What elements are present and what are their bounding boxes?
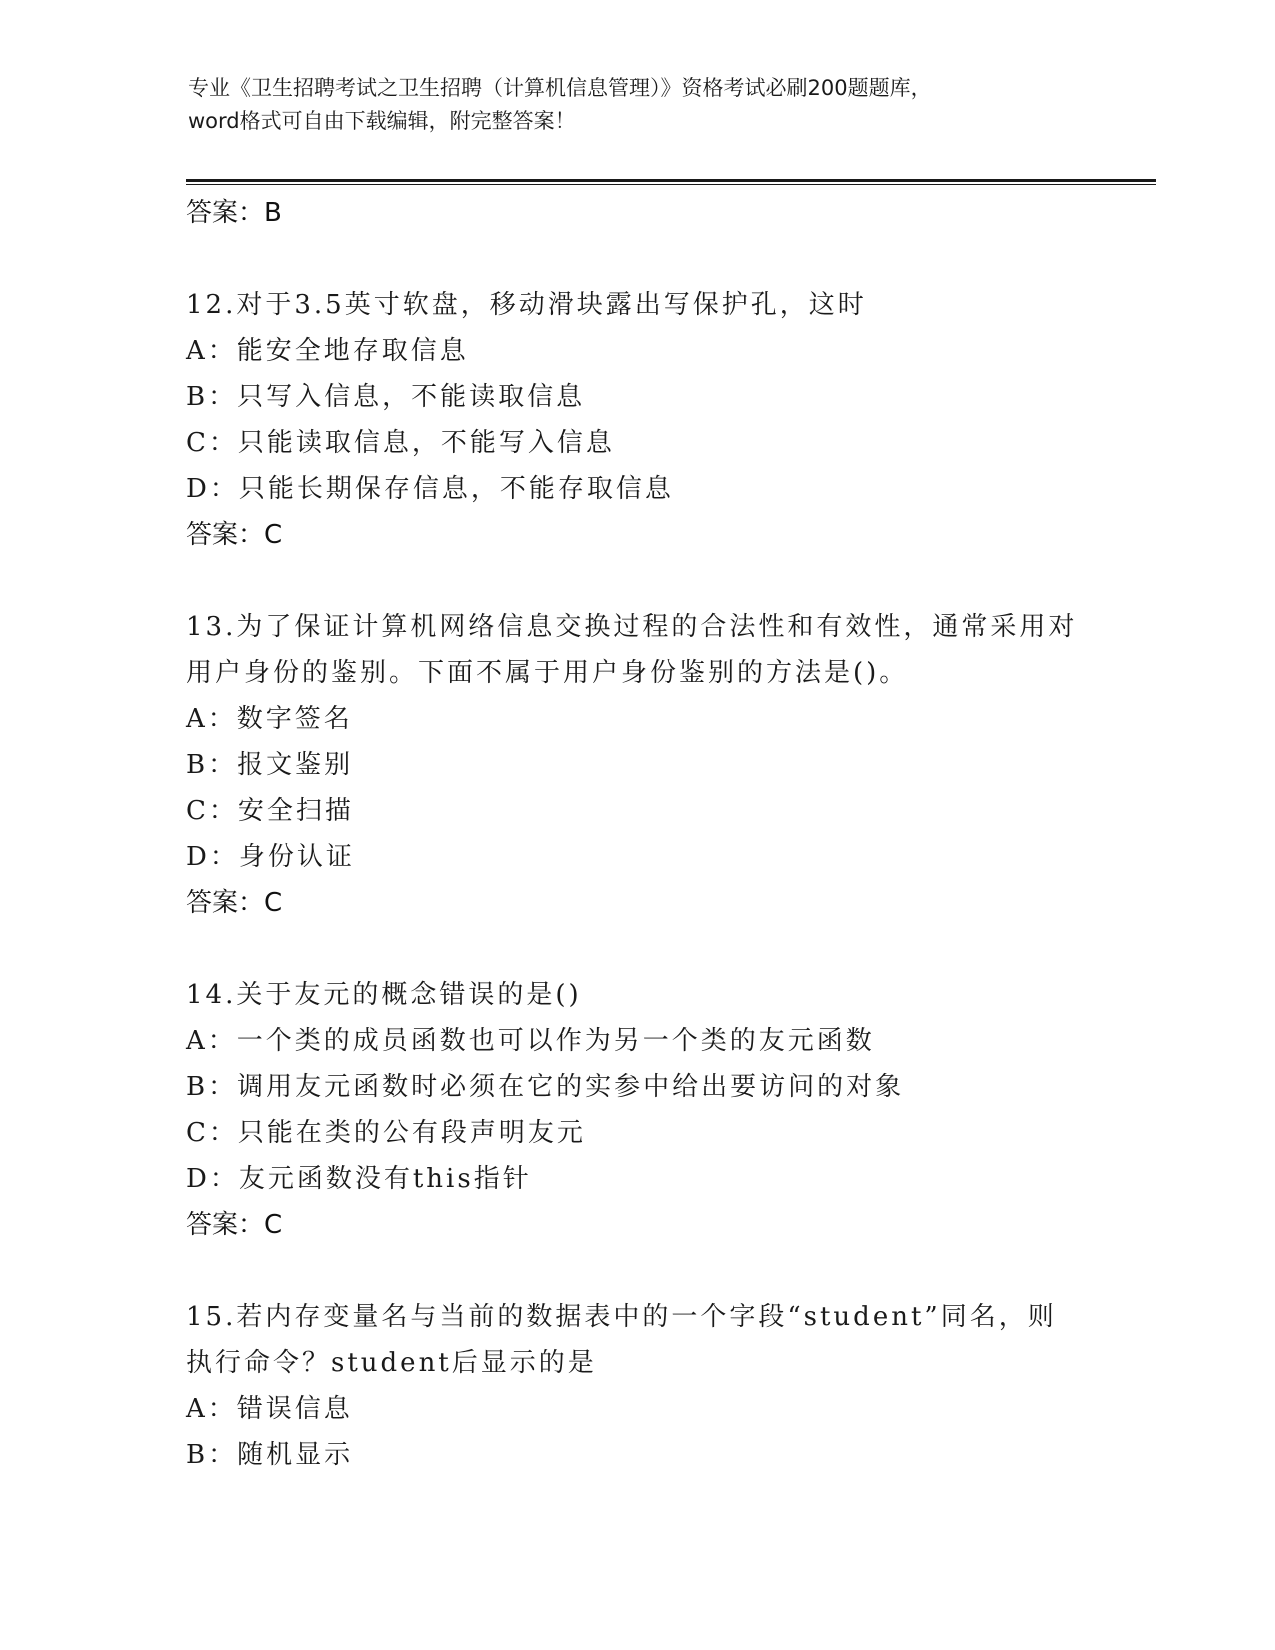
question-block-13 [186, 604, 1086, 926]
question-text: 15.若内存变量名与当前的数据表中的一个字段“student”同名，则 [186, 1302, 1057, 1332]
option-a: A：一个类的成员函数也可以作为另一个类的友元函数 [186, 1026, 875, 1056]
option-c: C：只能在类的公有段声明友元 [186, 1118, 586, 1148]
option-c: C：安全扫描 [186, 796, 354, 826]
option-d: D：友元函数没有this指针 [186, 1164, 532, 1194]
question-text: 14.关于友元的概念错误的是() [186, 980, 582, 1010]
option-b: B：调用友元函数时必须在它的实参中给出要访问的对象 [186, 1072, 905, 1102]
option-b: B：报文鉴别 [186, 750, 354, 780]
previous-answer: 答案：B [186, 198, 282, 228]
option-d: D：只能长期保存信息，不能存取信息 [186, 474, 674, 504]
option-a: A：能安全地存取信息 [186, 336, 469, 366]
option-a: A：错误信息 [186, 1394, 353, 1424]
header-divider-thin [186, 184, 1156, 185]
question-block-15 [186, 1294, 1086, 1478]
answer: 答案：C [186, 888, 283, 918]
question-list [186, 190, 1086, 1478]
spacer [186, 926, 1086, 972]
header-line-2: word格式可自由下载编辑，附完整答案！ [188, 109, 576, 133]
option-c: C：只能读取信息，不能写入信息 [186, 428, 615, 458]
question-text-continued: 用户身份的鉴别。下面不属于用户身份鉴别的方法是()。 [186, 658, 909, 688]
spacer [186, 236, 1086, 282]
option-b: B：随机显示 [186, 1440, 354, 1470]
option-b: B：只写入信息，不能读取信息 [186, 382, 586, 412]
header-line-1: 专业《卫生招聘考试之卫生招聘（计算机信息管理）》资格考试必刷200题题库， [188, 76, 932, 100]
question-text: 13.为了保证计算机网络信息交换过程的合法性和有效性，通常采用对 [186, 612, 1078, 642]
spacer [186, 1248, 1086, 1294]
spacer [186, 558, 1086, 604]
question-block-14 [186, 972, 1086, 1248]
answer: 答案：C [186, 520, 283, 550]
option-d: D：身份认证 [186, 842, 355, 872]
option-a: A：数字签名 [186, 704, 353, 734]
question-block-12 [186, 282, 1086, 558]
question-text: 12.对于3.5英寸软盘，移动滑块露出写保护孔，这时 [186, 290, 867, 320]
page-header [188, 72, 1088, 138]
answer: 答案：C [186, 1210, 283, 1240]
question-text-continued: 执行命令？student后显示的是 [186, 1348, 597, 1378]
header-divider-thick [186, 179, 1156, 182]
